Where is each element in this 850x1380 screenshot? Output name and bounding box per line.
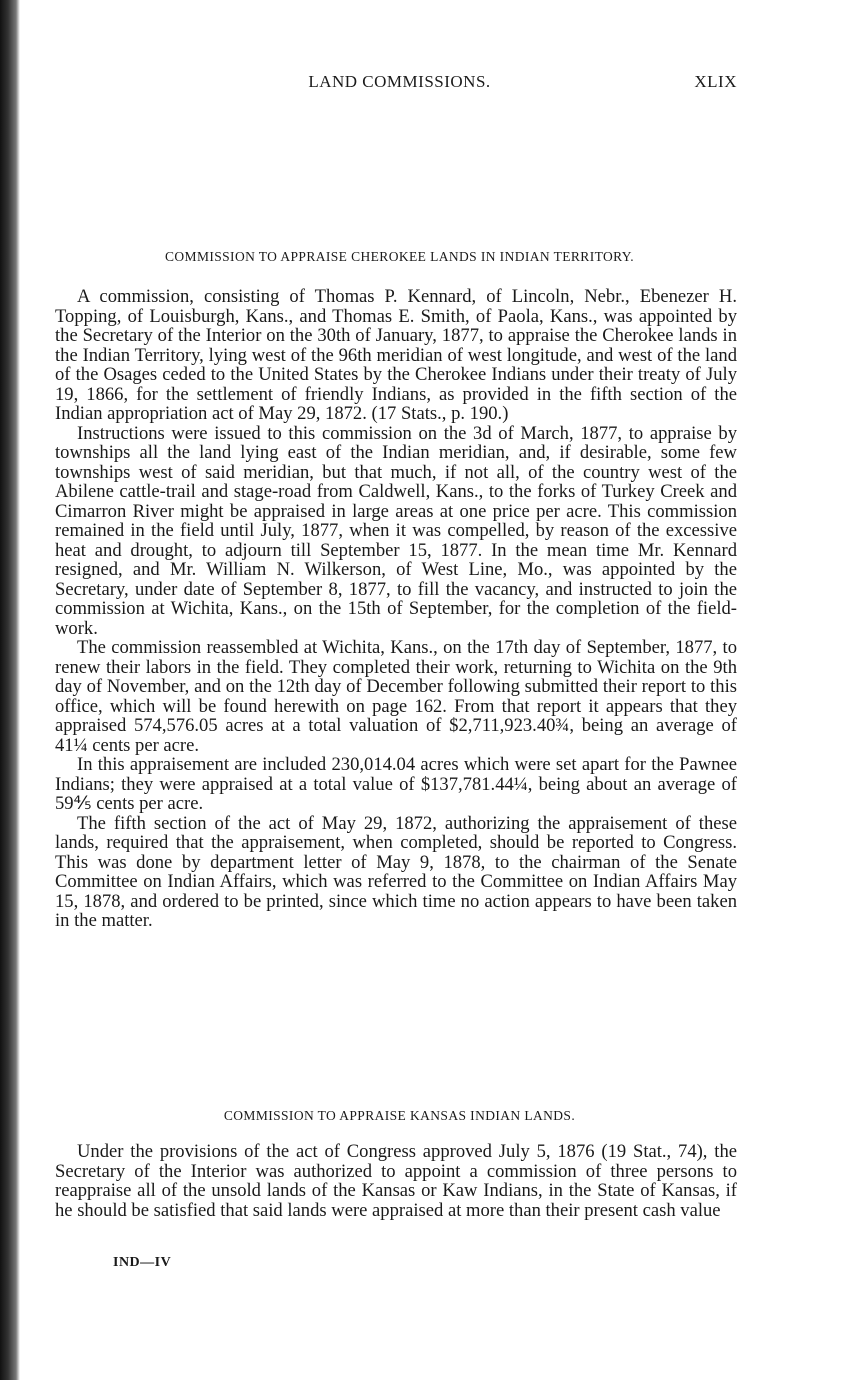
paragraph: In this appraisement are included 230,014.04 acres which were set apart for the Pawnee Indians; they were appraised at a total value of $137,781.44¼, being about an average of 59⅘ cents per acre. bbox=[55, 754, 737, 814]
paragraph: Under the provisions of the act of Congress approved July 5, 1876 (19 Stat., 74), the Secretary of the Interior was authorized to appoint a commission of three persons to reappraise all of the unsold lands of the Kansas or Kaw Indians, in the State of Kansas, if he should be satisfied that said lands were appraised at more than their present cash value bbox=[55, 1141, 737, 1221]
section-title-kansas: COMMISSION TO APPRAISE KANSAS INDIAN LANDS. bbox=[223, 1108, 576, 1123]
section-body-cherokee bbox=[55, 287, 737, 931]
section-title-cherokee: COMMISSION TO APPRAISE CHEROKEE LANDS IN INDIAN TERRITORY. bbox=[164, 249, 634, 264]
paragraph: A commission, consisting of Thomas P. Kennard, of Lincoln, Nebr., Ebenezer H. Topping, of Louisburgh, Kans., and Thomas E. Smith, of Paola, Kans., was appointed by the Secretary of the Interior on the 30th of January, 1877, to appraise the Cherokee lands in the Indian Territory, lying west of the 96th meridian of west longitude, and west of the land of the Osages ceded to the United States by the Cherokee Indians under their treaty of July 19, 1866, for the settlement of friendly Indians, as provided in the fifth section of the Indian appropriation act of May 29, 1872. (17 Stats., p. 190.) bbox=[55, 286, 737, 424]
paragraph: The commission reassembled at Wichita, Kans., on the 17th day of September, 1877, to renew their labors in the field. They completed their work, returning to Wichita on the 9th day of November, and on the 12th day of December following submitted their report to this office, which will be found herewith on page 162. From that report it appears that they appraised 574,576.05 acres at a total valuation of $2,711,923.40¾, being an average of 41¼ cents per acre. bbox=[55, 637, 737, 756]
running-title: LAND COMMISSIONS. bbox=[308, 72, 491, 91]
paragraph: The fifth section of the act of May 29, 1872, authorizing the appraisement of these lands, required that the appraisement, when completed, should be reported to Congress. This was done by department letter of May 9, 1878, to the chairman of the Senate Committee on Indian Affairs, which was referred to the Committee on Indian Affairs May 15, 1878, and ordered to be printed, since which time no action appears to have been taken in the matter. bbox=[55, 812, 737, 931]
scan-edge-shadow bbox=[0, 0, 20, 1380]
page-number: XLIX bbox=[694, 72, 737, 91]
paragraph: Instructions were issued to this commission on the 3d of March, 1877, to appraise by townships all the land lying east of the Indian meridian, and, if desirable, some few townships west of said meridian, but that much, if not all, of the country west of the Abilene cattle-trail and stage-road from Caldwell, Kans., to the forks of Turkey Creek and Cimarron River might be appraised in large areas at one price per acre. This commission remained in the field until July, 1877, when it was compelled, by reason of the excessive heat and drought, to adjourn till September 15, 1877. In the mean time Mr. Kennard resigned, and Mr. William N. Wilkerson, of West Line, Mo., was appointed by the Secretary, under date of September 8, 1877, to fill the vacancy, and instructed to join the commission at Wichita, Kans., on the 15th of September, for the completion of the field-work. bbox=[55, 422, 737, 639]
signature-mark: IND—IV bbox=[113, 1255, 172, 1270]
page-header bbox=[62, 72, 737, 94]
section-body-kansas bbox=[55, 1142, 737, 1220]
